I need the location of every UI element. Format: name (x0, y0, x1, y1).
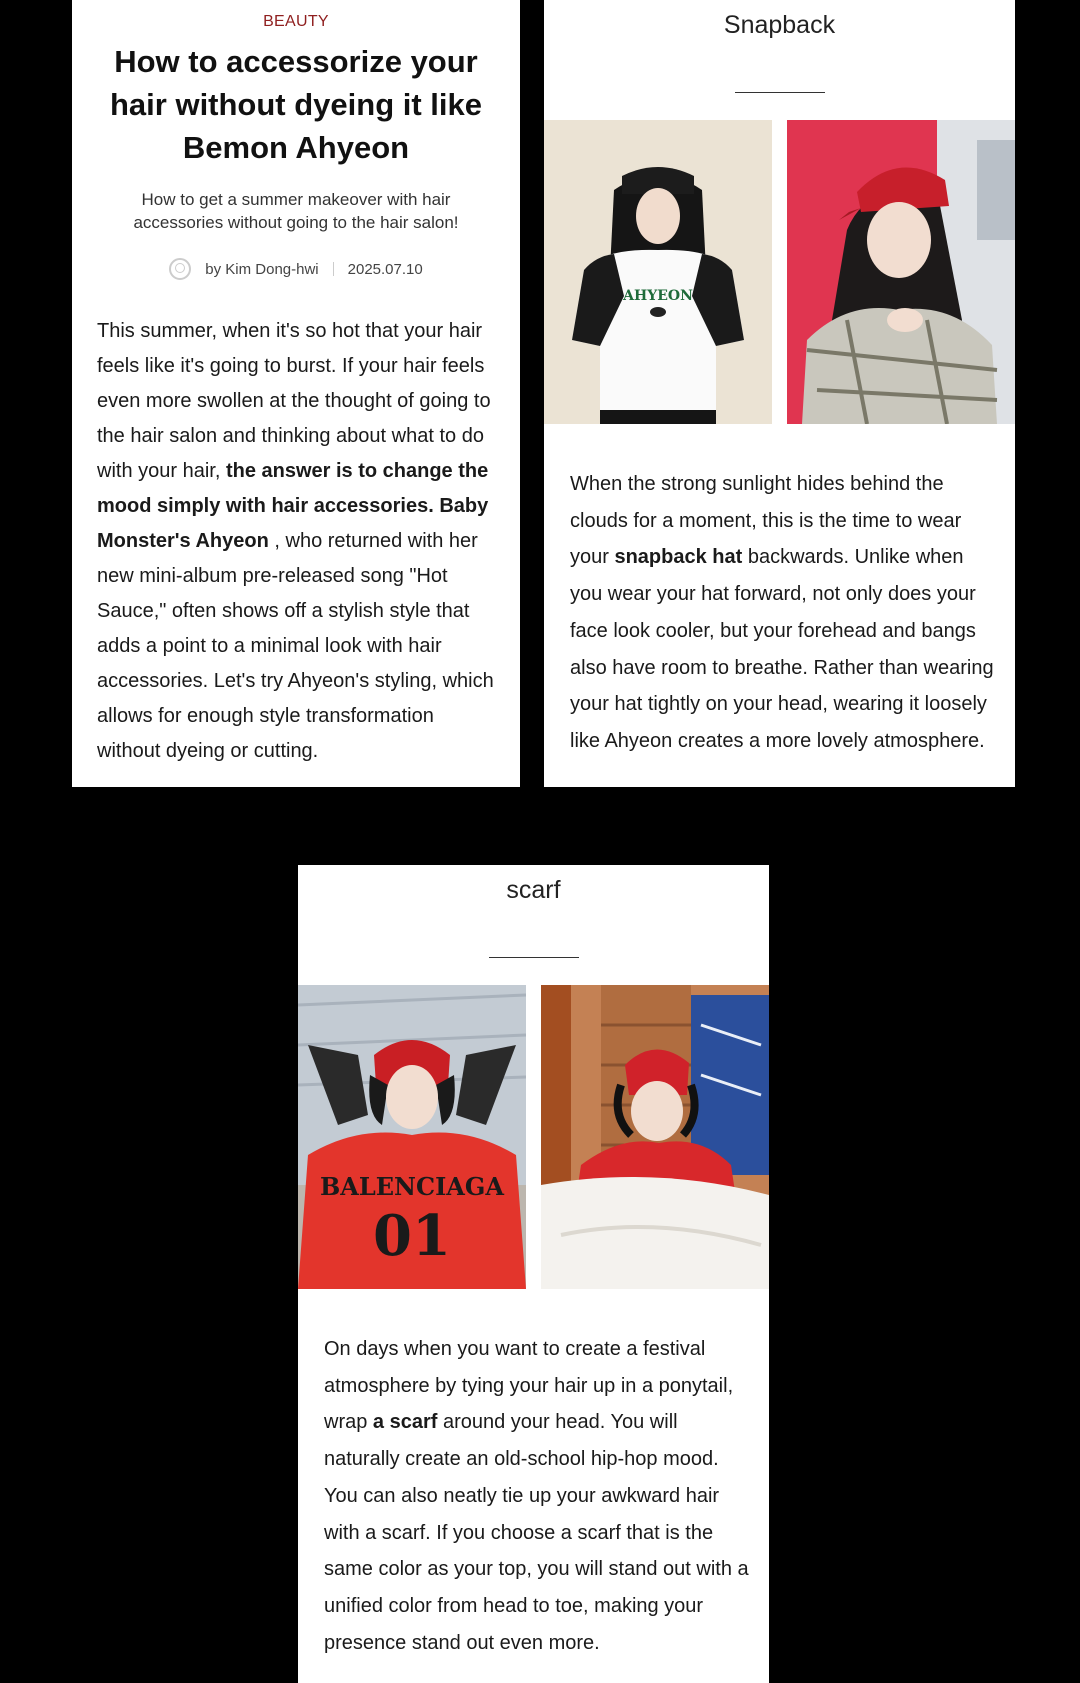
article-intro-panel (72, 0, 520, 787)
snapback-bold: snapback hat (614, 546, 743, 569)
scarf-text-1: On days when you want to create a festival atmosphere by tying your hair up in a ponytail, wrap (324, 1338, 734, 1434)
photo-row (544, 120, 1015, 424)
intro-bold: the answer is to change the mood simply with hair accessories. Baby Monster's Ahyeon (97, 460, 489, 552)
author-name[interactable]: by Kim Dong-hwi (205, 260, 319, 278)
article-headline: How to accessorize your hair without dyeing it like Bemon Ahyeon (109, 44, 483, 165)
snapback-photo-2-illustration (787, 120, 1015, 424)
intro-paragraph (97, 314, 496, 769)
scarf-photo-2-illustration (541, 985, 769, 1289)
scarf-section-panel (298, 865, 769, 1683)
intro-text-1: This summer, when it's so hot that your hair feels like it's going to burst. If your hair feels even more swollen at the thought of going to the hair salon and thinking about what to do with your hair, (97, 320, 491, 482)
scarf-photo-1-illustration (298, 985, 526, 1289)
publish-date: 2025.07.10 (347, 260, 423, 278)
byline-divider (333, 262, 334, 276)
scarf-text-2: around your head. You will naturally create an old-school hip-hop mood. You can also neatly tie up your awkward hair with a scarf. If you choose a scarf that is the same color as your top, you will stand out with a unified color from head to toe, making your presence stand out even more. (324, 1411, 749, 1654)
photo-row (298, 985, 769, 1289)
section-title-snapback: Snapback (723, 11, 836, 39)
snapback-text-1: When the strong sunlight hides behind the clouds for a moment, this is the time to wear your (570, 473, 962, 569)
author-avatar-icon (169, 258, 191, 280)
tee-print: AHYEON (623, 288, 693, 304)
snapback-paragraph (570, 466, 995, 760)
article-subhead: How to get a summer makeover with hair accessories without going to the hair salon! (133, 190, 459, 232)
snapback-text-2: backwards. Unlike when you wear your hat forward, not only does your face look cooler, but your forehead and bangs also have room to breathe. Rather than wearing your hat tightly on your head, wearing it loosely like Ahyeon creates a more lovely atmosphere. (570, 546, 994, 752)
scarf-bold: a scarf (372, 1411, 438, 1434)
photo-snapback-1[interactable] (544, 120, 772, 424)
category-label[interactable]: BEAUTY (263, 13, 329, 30)
section-divider (735, 92, 825, 93)
scarf-paragraph (324, 1331, 749, 1661)
snapback-photo-1-illustration (544, 120, 772, 424)
photo-scarf-2[interactable] (541, 985, 769, 1289)
section-divider (489, 957, 579, 958)
intro-text-2: , who returned with her new mini-album pre-released song "Hot Sauce," often shows off a stylish style that adds a point to a minimal look with hair accessories. Let's try Ahyeon's styling, which allows for enough style transformation without dyeing or cutting. (97, 530, 494, 762)
photo-scarf-1[interactable] (298, 985, 526, 1289)
section-title-scarf: scarf (506, 876, 561, 904)
snapback-section-panel (544, 0, 1015, 787)
photo-snapback-2[interactable] (787, 120, 1015, 424)
jersey-number: 01 (373, 1203, 451, 1269)
jersey-brand: BALENCIAGA (319, 1172, 505, 1201)
byline (72, 258, 520, 280)
